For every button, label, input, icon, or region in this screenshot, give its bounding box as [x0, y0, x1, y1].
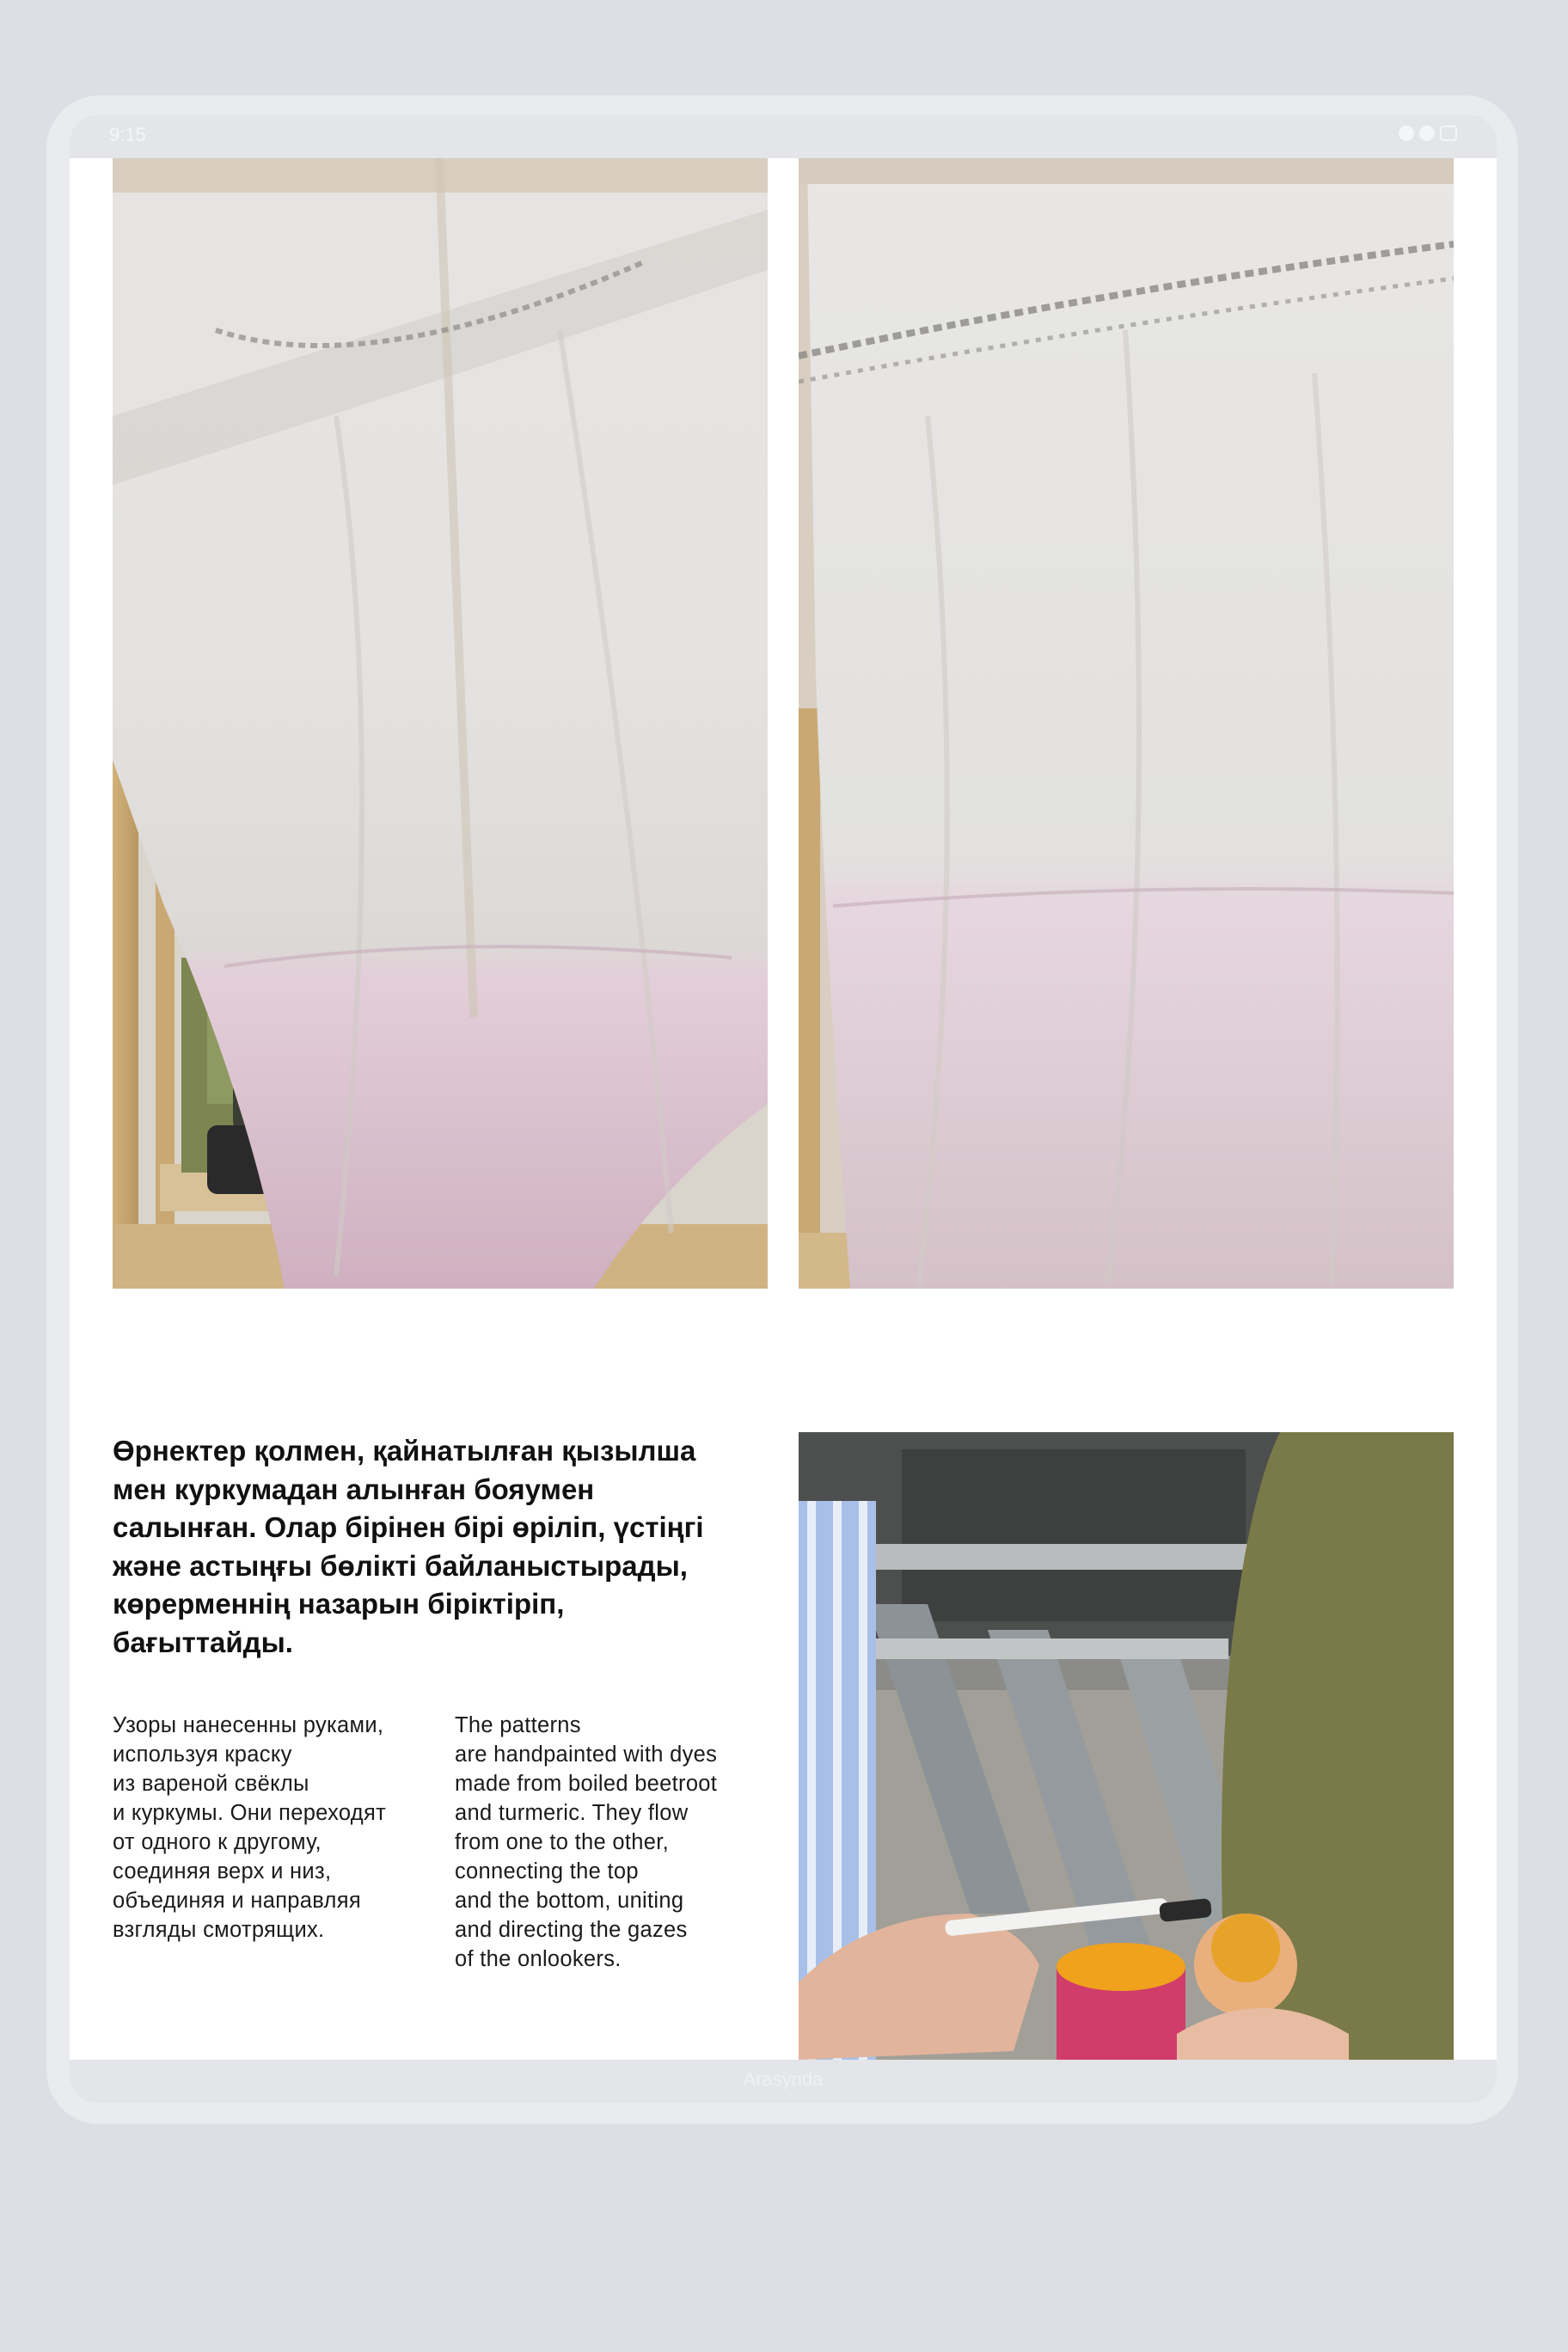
- article-body-russian: Узоры нанесенны руками, используя краску из вареной свёклы и куркумы. Они переходят от одного к другому, соединяя верх и низ, объединяя и направляя взгляды смотрящих.: [113, 1713, 387, 1942]
- wifi-icon: [1419, 126, 1435, 141]
- footer-label: Arasynda: [743, 2068, 824, 2090]
- status-time: 9:15: [109, 124, 146, 145]
- battery-icon: [1440, 126, 1457, 141]
- photo-fabric-closeup: [799, 158, 1454, 1289]
- article-page: [70, 158, 1497, 2060]
- photo-painting-with-turmeric: [799, 1432, 1454, 2060]
- article-body-english: The patterns are handpainted with dyes made from boiled beetroot and turmeric. They flow from one to the other, connecting the top and the bottom, uniting and directing the gazes of the onlookers.: [455, 1713, 718, 1971]
- photo-fabric-with-woman: [113, 158, 768, 1289]
- status-icons: [1399, 126, 1457, 141]
- signal-icon: [1399, 126, 1414, 141]
- status-bar: [70, 115, 1497, 158]
- article-heading-kazakh: Өрнектер қолмен, қайнатылған қызылша мен куркумадан алынған бояумен салынған. Олар бірінен бірі өріліп, үстіңгі және астыңғы бөлікті байланыстырады, көрерменнің назарын біріктіріп, бағыттайды.: [113, 1435, 704, 1658]
- tablet-screen: [70, 115, 1497, 2103]
